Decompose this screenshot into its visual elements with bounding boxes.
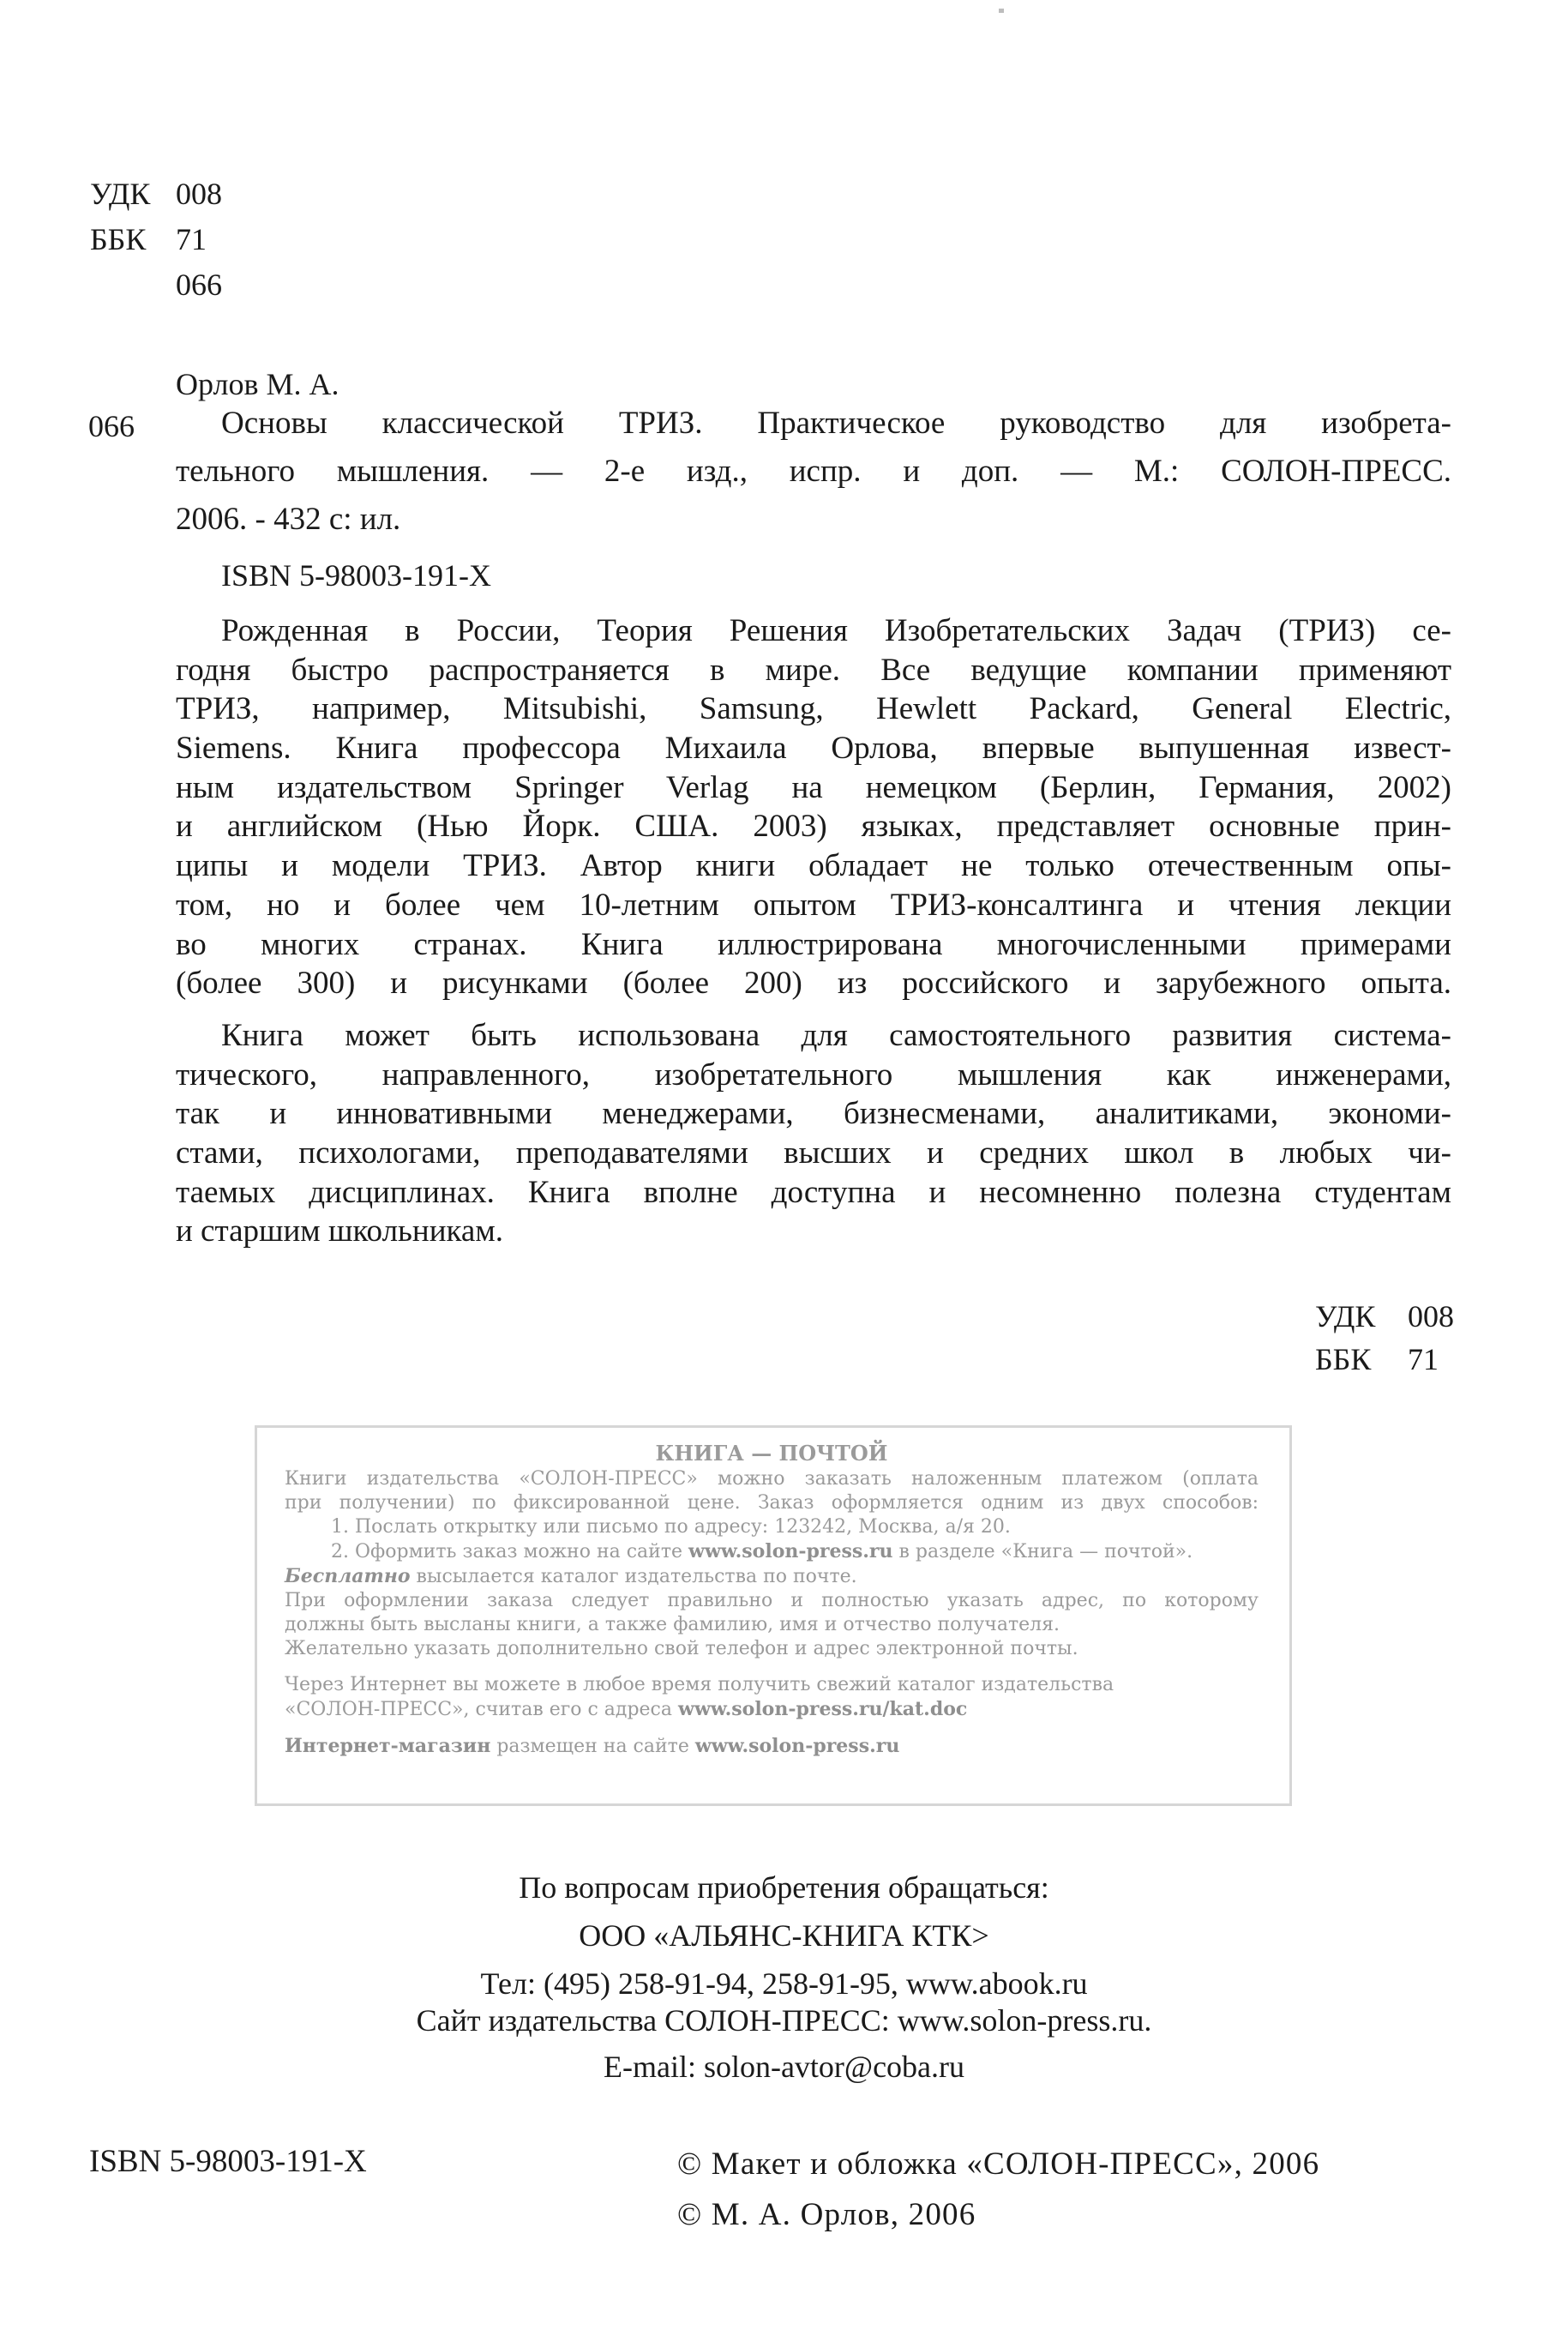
text-line: Siemens. Книга профессора Михаила Орлова, впервые выпушенная извест- — [176, 731, 1451, 767]
text-line: стами, психологами, преподавателями высших и средних школ в любых чи- — [176, 1135, 1451, 1171]
text-line: том, но и более чем 10-летним опытом ТРИЗ-консалтинга и чтения лекции — [176, 887, 1451, 923]
author-name: Орлов М. А. — [176, 367, 339, 401]
catalog-link[interactable]: www.solon-press.ru/kat.doc — [678, 1698, 968, 1720]
contact-line: По вопросам приобретения обращаться: — [519, 1870, 1049, 1905]
notice-catalog: «СОЛОН-ПРЕСС», считав его с адреса www.solon-press.ru/kat.doc — [285, 1698, 968, 1720]
text-line: во многих странах. Книга иллюстрирована многочисленными примерами — [176, 926, 1451, 962]
classification-codes-repeat — [1315, 1295, 1454, 1381]
biblio-line: Основы классической ТРИЗ. Практическое руководство для изобрета- — [221, 406, 1451, 441]
text-line: так и инновативными менеджерами, бизнесменами, аналитиками, экономи- — [176, 1096, 1451, 1132]
text-line: годня быстро распространяется в мире. Все ведущие компании применяют — [176, 652, 1451, 688]
text-line: Рожденная в России, Теория Решения Изобретательских Задач (ТРИЗ) се- — [221, 613, 1451, 648]
shop-link[interactable]: www.solon-press.ru — [694, 1735, 900, 1757]
notice-catalog: Через Интернет вы можете в любое время получить свежий каталог издательства — [285, 1674, 1114, 1695]
distributor-name: ООО «АЛЬЯНС-КНИГА КТК> — [579, 1918, 989, 1953]
scan-dot — [999, 9, 1004, 13]
bbk-code: ББК 71 — [90, 222, 207, 256]
distributor-phone: Тел: (495) 258-91-94, 258-91-95, www.abook.ru — [480, 1966, 1088, 2001]
classification-codes — [90, 172, 222, 308]
copyright-author: © М. А. Орлов, 2006 — [677, 2197, 976, 2232]
biblio-line: тельного мышления. — 2-е изд., испр. и доп. — М.: СОЛОН-ПРЕСС. — [176, 454, 1451, 489]
notice-intro: при получении) по фиксированной цене. Заказ оформляется одним из двух способов: — [285, 1492, 1259, 1514]
biblio-line: 2006. - 432 с: ил. — [176, 502, 401, 537]
copyright-layout: © Макет и обложка «СОЛОН-ПРЕСС», 2006 — [677, 2146, 1320, 2182]
text-line: таемых дисциплинах. Книга вполне доступна и несомненно полезна студентам — [176, 1174, 1451, 1210]
cutter-number: 066 — [88, 409, 135, 443]
publisher-contacts — [0, 1997, 1568, 2090]
text-line: тического, направленного, изобретательного мышления как инженерами, — [176, 1057, 1451, 1093]
isbn-top: ISBN 5-98003-191-X — [221, 558, 491, 593]
text-line: и старшим школьникам. — [176, 1213, 504, 1249]
notice-intro: Книги издательства «СОЛОН-ПРЕСС» можно заказать наложенным платежом (оплата — [285, 1468, 1259, 1490]
annotation-paragraph-2 — [176, 1016, 1451, 1251]
mail-order-notice — [255, 1425, 1292, 1806]
text-line: ным издательством Springer Verlag на немецком (Берлин, Германия, 2002) — [176, 769, 1451, 805]
notice-rules: должны быть высланы книги, а также фамилию, имя и отчество получателя. — [285, 1614, 1060, 1635]
publisher-site: Сайт издательства СОЛОН-ПРЕСС: www.solon-press.ru. — [416, 2003, 1152, 2038]
notice-free-catalog: Бесплатно высылается каталог издательства по почте. — [285, 1565, 857, 1587]
site-link[interactable]: www.solon-press.ru — [688, 1540, 893, 1562]
text-line: (более 300) и рисунками (более 200) из российского и зарубежного опыта. — [176, 966, 1451, 1002]
publisher-email: E-mail: solon-avtor@coba.ru — [603, 2050, 965, 2084]
author-mark: 066 — [176, 268, 222, 302]
copyright-block — [677, 2139, 1319, 2240]
notice-rules: При оформлении заказа следует правильно и полностью указать адрес, по которому — [285, 1590, 1259, 1611]
text-line: ципы и модели ТРИЗ. Автор книги обладает не только отечественным опы- — [176, 848, 1451, 884]
text-line: Книга может быть использована для самостоятельного развития системa- — [221, 1018, 1451, 1053]
annotation-paragraph-1 — [176, 611, 1451, 1003]
notice-title: КНИГА — ПОЧТОЙ — [655, 1441, 888, 1466]
bibliographic-record — [176, 400, 1451, 544]
notice-rules: Желательно указать дополнительно свой телефон и адрес электронной почты. — [285, 1638, 1078, 1659]
notice-step-2: 2. Оформить заказ можно на сайте www.solon-press.ru в разделе «Книга — почтой». — [331, 1540, 1193, 1562]
notice-step-1: 1. Послать открытку или письмо по адресу: 123242, Москва, а/я 20. — [331, 1516, 1011, 1538]
notice-shop: Интернет-магазин размещен на сайте www.solon-press.ru — [285, 1735, 900, 1757]
purchase-contacts — [0, 1863, 1568, 2008]
isbn-bottom: ISBN 5-98003-191-X — [89, 2144, 367, 2179]
udk-code: УДК 008 — [90, 177, 222, 211]
bbk-code: ББК 71 — [1315, 1342, 1439, 1376]
text-line: ТРИЗ, например, Mitsubishi, Samsung, Hewlett Packard, General Electric, — [176, 691, 1451, 727]
udk-code: УДК 008 — [1315, 1299, 1454, 1334]
text-line: и английском (Нью Йорк. США. 2003) языках, представляет основные прин- — [176, 809, 1451, 845]
